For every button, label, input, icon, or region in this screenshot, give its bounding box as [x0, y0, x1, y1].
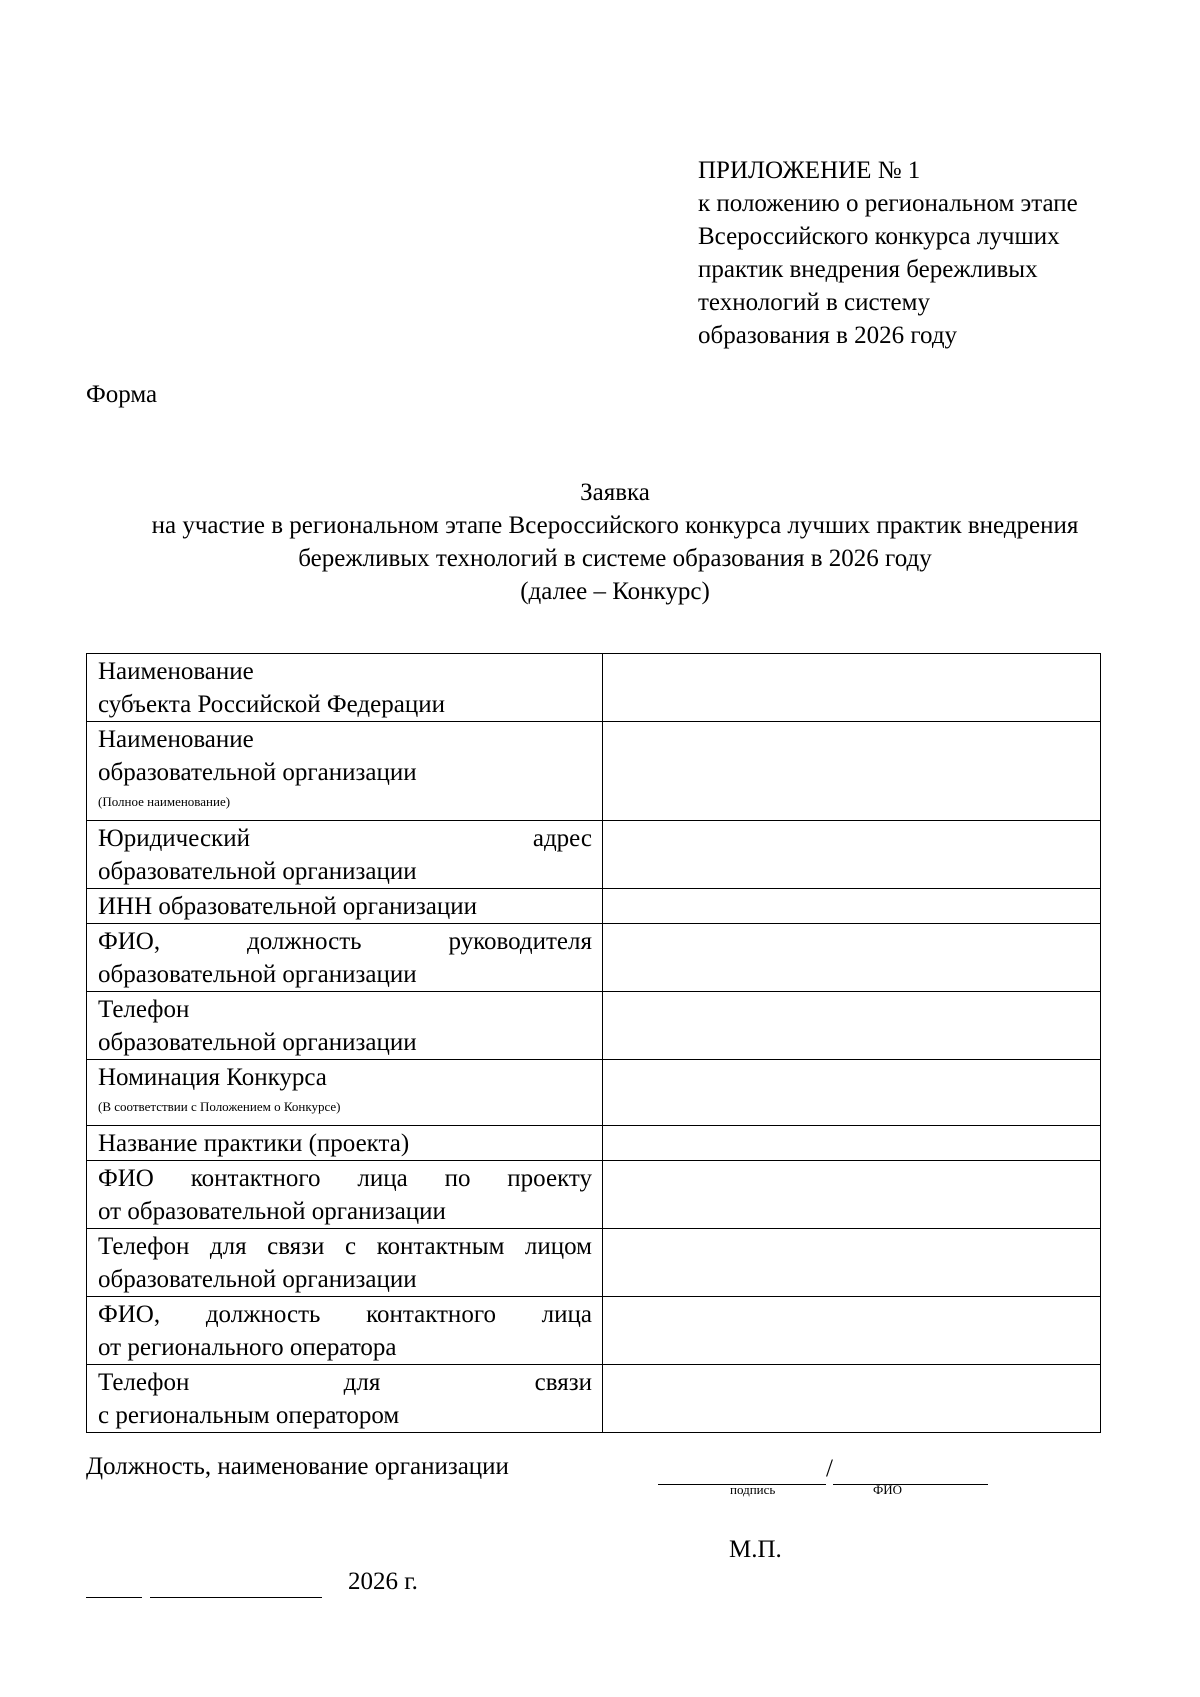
- field-value[interactable]: [603, 992, 1101, 1060]
- signature-caption: подпись: [730, 1482, 776, 1497]
- name-caption: ФИО: [873, 1482, 903, 1497]
- field-label: Номинация Конкурса (В соответствии с Положением о Конкурсе): [87, 1060, 603, 1126]
- appendix-line: технологий в систему: [698, 289, 930, 316]
- table-row: [87, 1161, 1101, 1229]
- appendix-line: Всероссийского конкурса лучших: [698, 223, 1060, 250]
- name-field[interactable]: [833, 1456, 988, 1485]
- field-label: Наименование субъекта Российской Федерации: [87, 654, 603, 722]
- field-label: Название практики (проекта): [87, 1126, 603, 1161]
- date-line: [86, 1565, 418, 1598]
- signature-separator: /: [826, 1455, 833, 1482]
- field-label: Юридический адрес образовательной организации: [87, 821, 603, 889]
- field-label: Телефон для связи с контактным лицом образовательной организации: [87, 1229, 603, 1297]
- appendix-line: к положению о региональном этапе: [698, 190, 1078, 217]
- document-title: [80, 476, 1150, 608]
- table-row: [87, 821, 1101, 889]
- table-row: [87, 722, 1101, 821]
- position-label: Должность, наименование организации: [86, 1453, 509, 1480]
- table-row: [87, 654, 1101, 722]
- year-label: 2026 г.: [348, 1568, 418, 1595]
- field-value[interactable]: [603, 821, 1101, 889]
- stamp-label: М.П.: [729, 1536, 782, 1563]
- field-note: (В соответствии с Положением о Конкурсе): [98, 1099, 341, 1114]
- field-label: Наименование образовательной организации (Полное наименование): [87, 722, 603, 821]
- table-row: [87, 1229, 1101, 1297]
- table-row: [87, 1060, 1101, 1126]
- table-row: [87, 1365, 1101, 1433]
- field-value[interactable]: [603, 1060, 1101, 1126]
- title-line: на участие в региональном этапе Всероссийского конкурса лучших практик внедрения: [151, 512, 1079, 539]
- title-line: Заявка: [580, 479, 650, 506]
- title-line: (далее – Конкурс): [520, 578, 710, 605]
- table-row: [87, 1297, 1101, 1365]
- field-note: (Полное наименование): [98, 794, 231, 809]
- day-field[interactable]: [86, 1571, 142, 1598]
- appendix-line: образования в 2026 году: [698, 322, 958, 349]
- field-label: ИНН образовательной организации: [87, 889, 603, 924]
- field-label: ФИО контактного лица по проекту от образовательной организации: [87, 1161, 603, 1229]
- field-label: ФИО, должность контактного лица от регионального оператора: [87, 1297, 603, 1365]
- table-row: [87, 889, 1101, 924]
- appendix-header: [698, 154, 1178, 352]
- field-value[interactable]: [603, 1365, 1101, 1433]
- appendix-line: практик внедрения бережливых: [698, 256, 1038, 283]
- field-value[interactable]: [603, 889, 1101, 924]
- field-value[interactable]: [603, 1297, 1101, 1365]
- form-label: Форма: [86, 381, 158, 408]
- field-value[interactable]: [603, 1161, 1101, 1229]
- field-label: Телефон для связи с региональным оператором: [87, 1365, 603, 1433]
- field-label: ФИО, должность руководителя образовательной организации: [87, 924, 603, 992]
- signature-line: [658, 1452, 988, 1485]
- field-value[interactable]: [603, 654, 1101, 722]
- appendix-line: ПРИЛОЖЕНИЕ № 1: [698, 157, 921, 184]
- field-value[interactable]: [603, 722, 1101, 821]
- field-value[interactable]: [603, 1229, 1101, 1297]
- field-label: Телефон образовательной организации: [87, 992, 603, 1060]
- field-value[interactable]: [603, 924, 1101, 992]
- field-value[interactable]: [603, 1126, 1101, 1161]
- application-table: [86, 653, 1101, 1433]
- table-row: [87, 992, 1101, 1060]
- month-field[interactable]: [150, 1571, 322, 1598]
- title-line: бережливых технологий в системе образования в 2026 году: [298, 545, 932, 572]
- table-row: [87, 924, 1101, 992]
- table-row: [87, 1126, 1101, 1161]
- signature-field[interactable]: [658, 1456, 826, 1485]
